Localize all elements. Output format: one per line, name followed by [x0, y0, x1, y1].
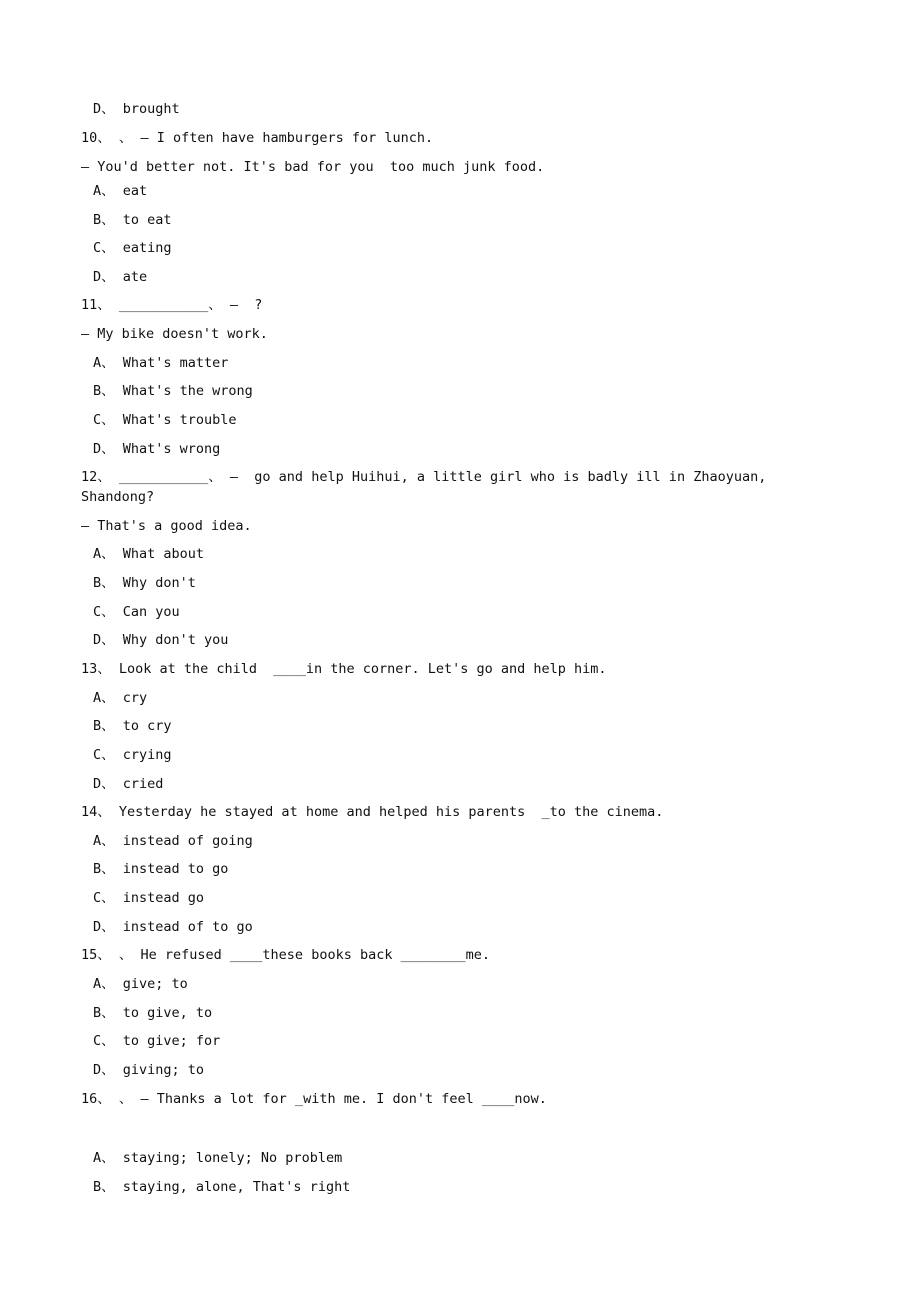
option-b: B、 to eat: [93, 212, 172, 228]
option-d: D、 instead of to go: [93, 919, 253, 935]
option-d: D、 Why don't you: [93, 632, 229, 648]
option-a: A、 eat: [93, 183, 148, 199]
option-c: C、 instead go: [93, 890, 205, 906]
option-c: C、 eating: [93, 240, 172, 256]
question-15: 15、 、 He refused ____these books back ________me.: [81, 947, 491, 963]
question-11: 11、 ___________、 — ?: [81, 297, 263, 313]
dialogue-line: — That's a good idea.: [81, 518, 252, 534]
option-a: A、 give; to: [93, 976, 188, 992]
option-a: A、 What's matter: [93, 355, 229, 371]
option-d: D、 ate: [93, 269, 148, 285]
question-16: 16、 、 — Thanks a lot for _with me. I don't feel ____now.: [81, 1091, 547, 1107]
option-c: C、 to give; for: [93, 1033, 221, 1049]
option-d-q9: D、 brought: [93, 101, 180, 117]
question-12: 12、 ___________、 — go and help Huihui, a little girl who is badly ill in Zhaoyuan,: [81, 469, 767, 485]
option-b: B、 instead to go: [93, 861, 229, 877]
option-d: D、 giving; to: [93, 1062, 205, 1078]
option-a: A、 What about: [93, 546, 205, 562]
question-13: 13、 Look at the child ____in the corner. Let's go and help him.: [81, 661, 607, 677]
dialogue-line: — You'd better not. It's bad for you too much junk food.: [81, 159, 545, 175]
option-a: A、 cry: [93, 690, 148, 706]
option-a: A、 staying; lonely; No problem: [93, 1150, 343, 1166]
question-10: 10、 、 — I often have hamburgers for lunch.: [81, 130, 434, 146]
option-d: D、 cried: [93, 776, 164, 792]
option-d: D、 What's wrong: [93, 441, 221, 457]
option-a: A、 instead of going: [93, 833, 253, 849]
question-12-continuation: Shandong?: [81, 489, 155, 505]
option-c: C、 crying: [93, 747, 172, 763]
option-b: B、 to give, to: [93, 1005, 213, 1021]
question-14: 14、 Yesterday he stayed at home and helped his parents _to the cinema.: [81, 804, 664, 820]
option-b: B、 What's the wrong: [93, 383, 253, 399]
option-b: B、 staying, alone, That's right: [93, 1179, 351, 1195]
option-c: C、 Can you: [93, 604, 180, 620]
option-b: B、 to cry: [93, 718, 172, 734]
dialogue-line: — My bike doesn't work.: [81, 326, 268, 342]
option-c: C、 What's trouble: [93, 412, 237, 428]
option-b: B、 Why don't: [93, 575, 196, 591]
